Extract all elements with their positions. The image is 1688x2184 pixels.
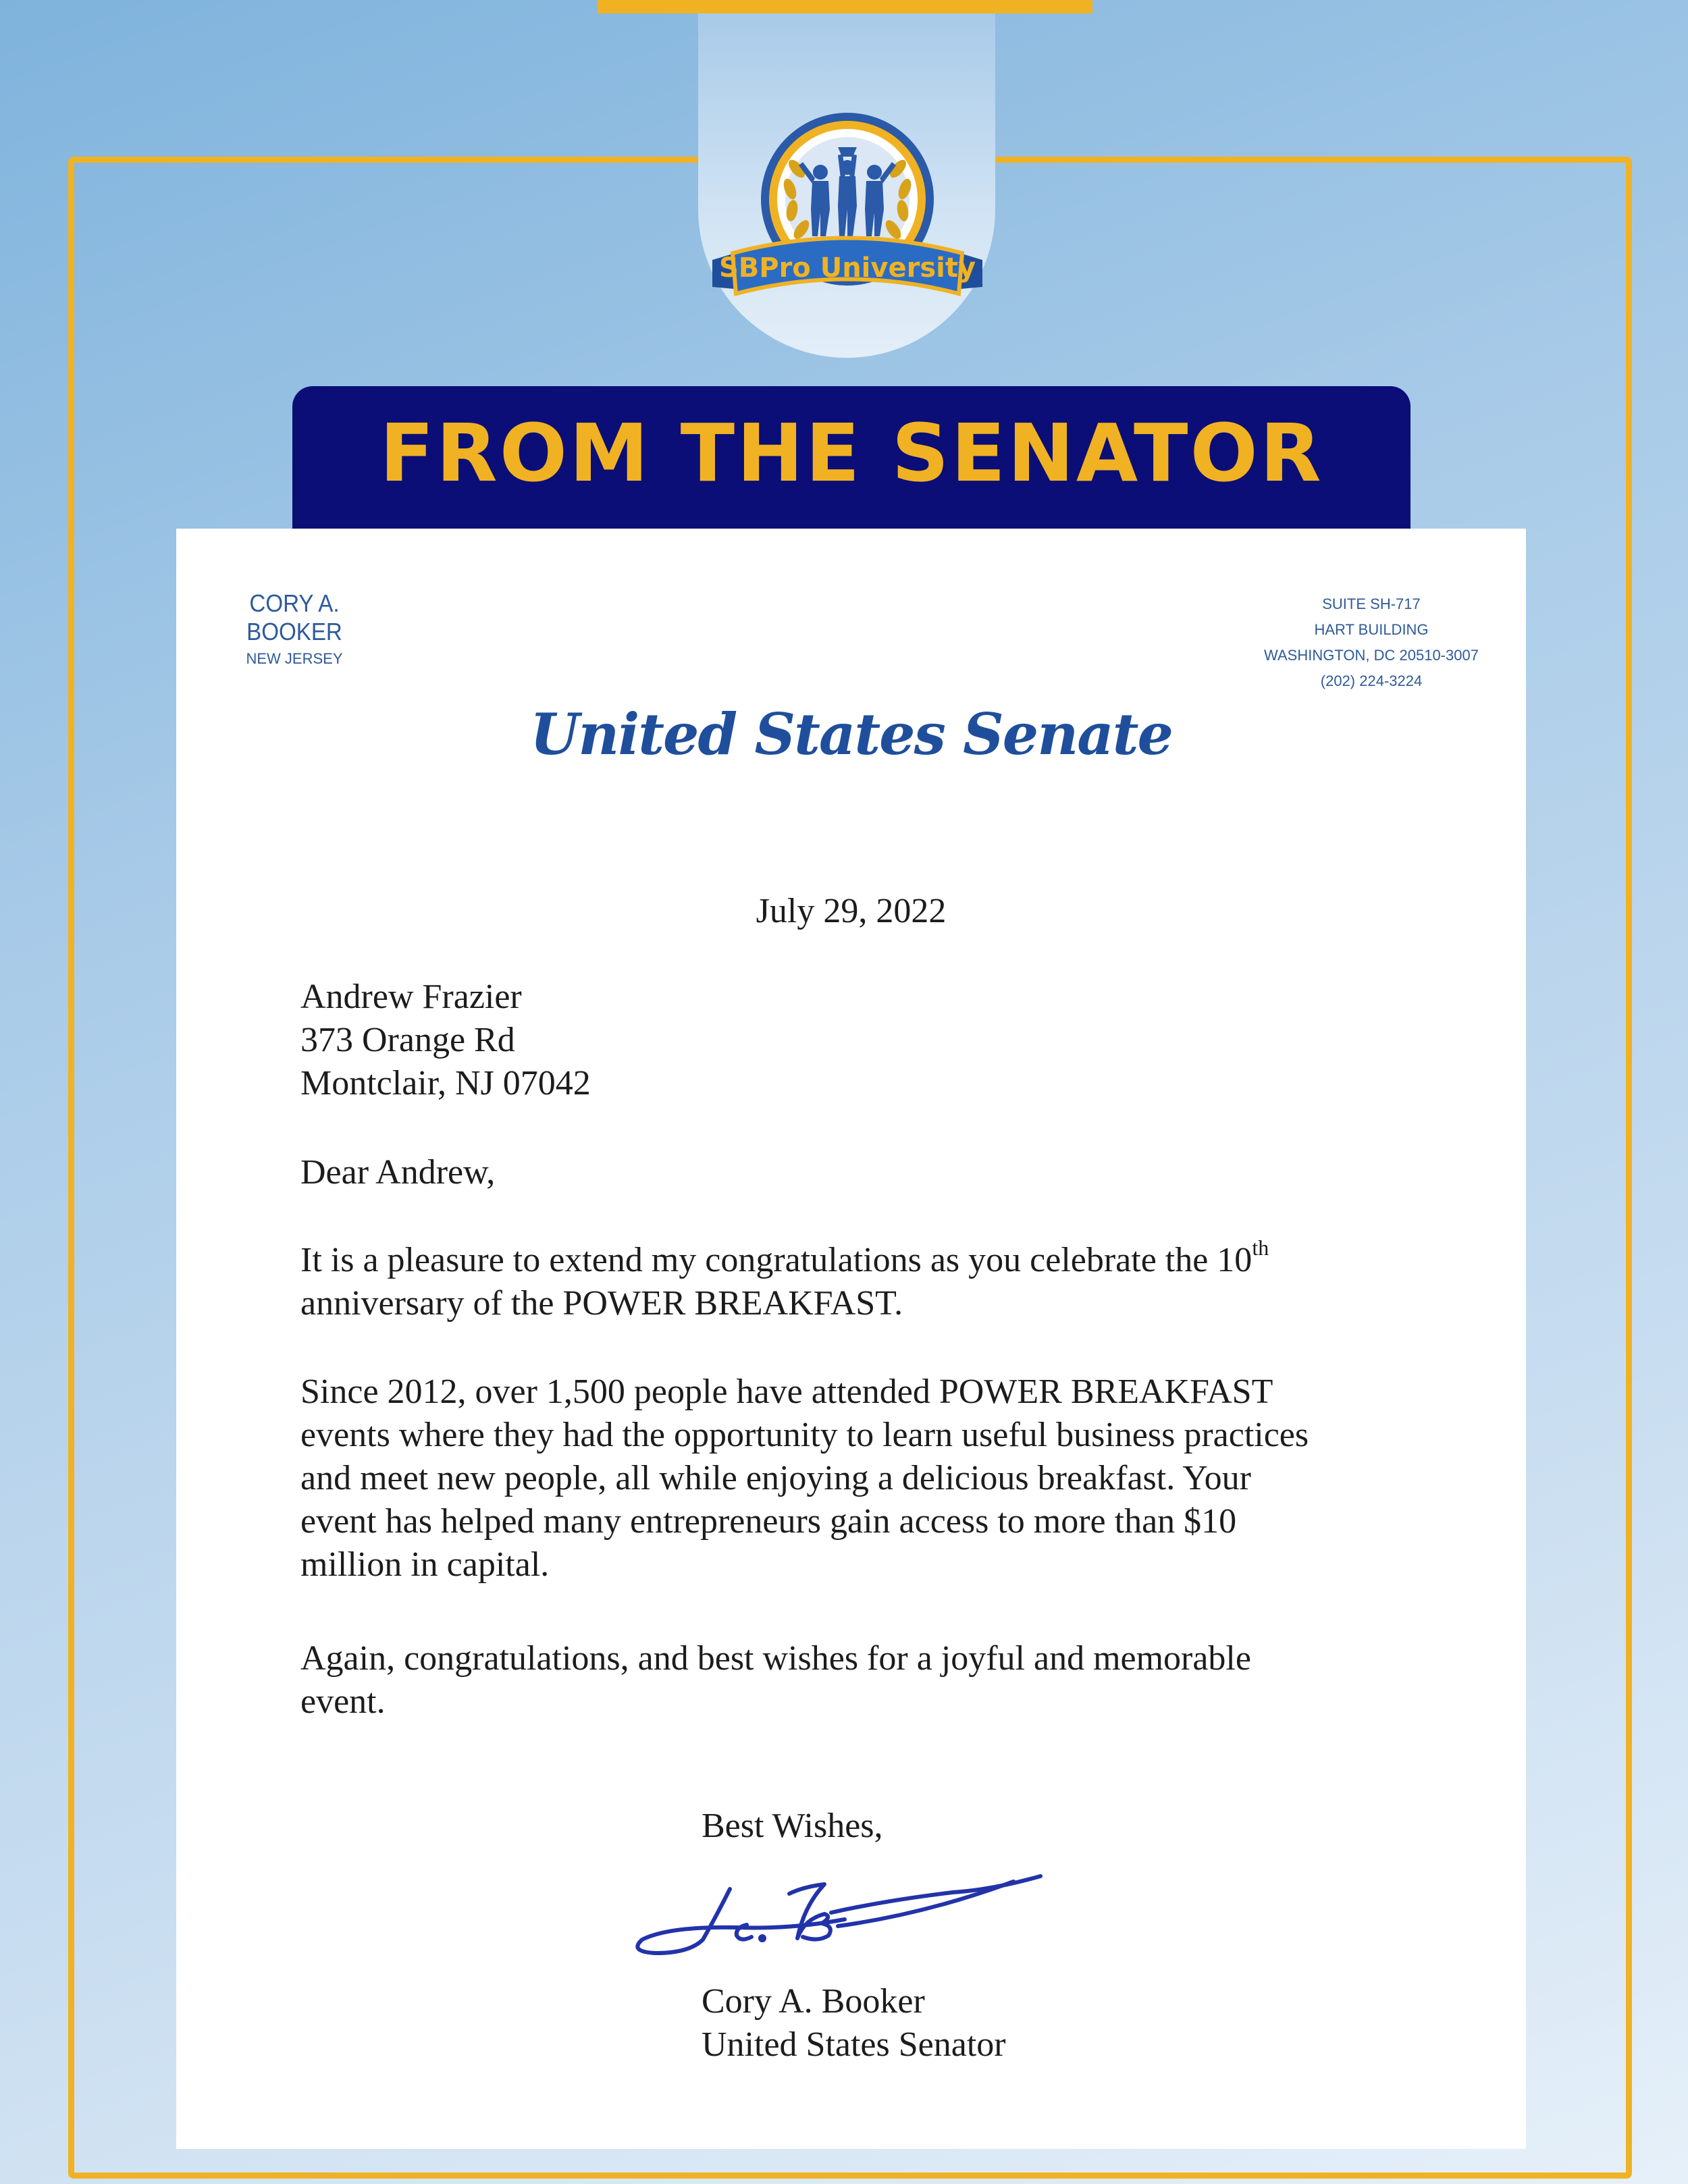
section-banner <box>292 386 1410 535</box>
paragraph-2-line-4: event has helped many entrepreneurs gain access to more than $10 <box>300 1502 1237 1541</box>
recipient-street: 373 Orange Rd <box>300 1021 515 1059</box>
paragraph-2-line-2: events where they had the opportunity to learn useful business practices <box>300 1416 1309 1454</box>
letter-date: July 29, 2022 <box>756 892 947 930</box>
senate-letter <box>176 529 1526 2149</box>
logo-text: SBPro University <box>718 252 976 284</box>
office-building: HART BUILDING <box>1314 621 1429 638</box>
sbpro-university-logo <box>685 108 1009 338</box>
office-address <box>1257 591 1486 694</box>
top-accent-bar <box>598 0 1092 14</box>
signer-name: Cory A. Booker <box>702 1982 925 2021</box>
paragraph-2 <box>300 1370 1408 1587</box>
sender-state: NEW JERSEY <box>246 650 343 667</box>
recipient-city: Montclair, NJ 07042 <box>300 1064 591 1102</box>
signature-icon <box>602 1852 1047 1973</box>
letterhead-title: United States Senate <box>530 701 1172 768</box>
signer-block <box>702 1980 1006 2067</box>
paragraph-2-line-1: Since 2012, over 1,500 people have attended POWER BREAKFAST <box>300 1373 1273 1411</box>
paragraph-1-line-1: It is a pleasure to extend my congratulations as you celebrate the 10 <box>300 1241 1252 1279</box>
salutation: Dear Andrew, <box>300 1153 496 1192</box>
paragraph-1 <box>300 1235 1408 1325</box>
recipient-name: Andrew Frazier <box>300 978 522 1016</box>
banner-title: FROM THE SENATOR <box>379 406 1323 500</box>
signer-title: United States Senator <box>702 2025 1006 2064</box>
paragraph-3-line-2: event. <box>300 1682 386 1721</box>
sender-block <box>207 589 382 668</box>
office-city: WASHINGTON, DC 20510-3007 <box>1264 647 1479 664</box>
paragraph-2-line-5: million in capital. <box>300 1545 550 1584</box>
recipient-address <box>300 976 1408 1105</box>
paragraph-1-line-2: anniversary of the POWER BREAKFAST. <box>300 1284 903 1323</box>
ordinal-suffix: th <box>1252 1235 1269 1260</box>
closing: Best Wishes, <box>702 1807 883 1845</box>
paragraph-3 <box>300 1637 1408 1724</box>
paragraph-3-line-1: Again, congratulations, and best wishes for a joyful and memorable <box>300 1639 1251 1678</box>
sender-name: CORY A. BOOKER <box>246 589 342 645</box>
paragraph-2-line-3: and meet new people, all while enjoying a delicious breakfast. Your <box>300 1459 1251 1497</box>
office-phone: (202) 224-3224 <box>1320 672 1423 689</box>
office-suite: SUITE SH-717 <box>1322 595 1421 612</box>
